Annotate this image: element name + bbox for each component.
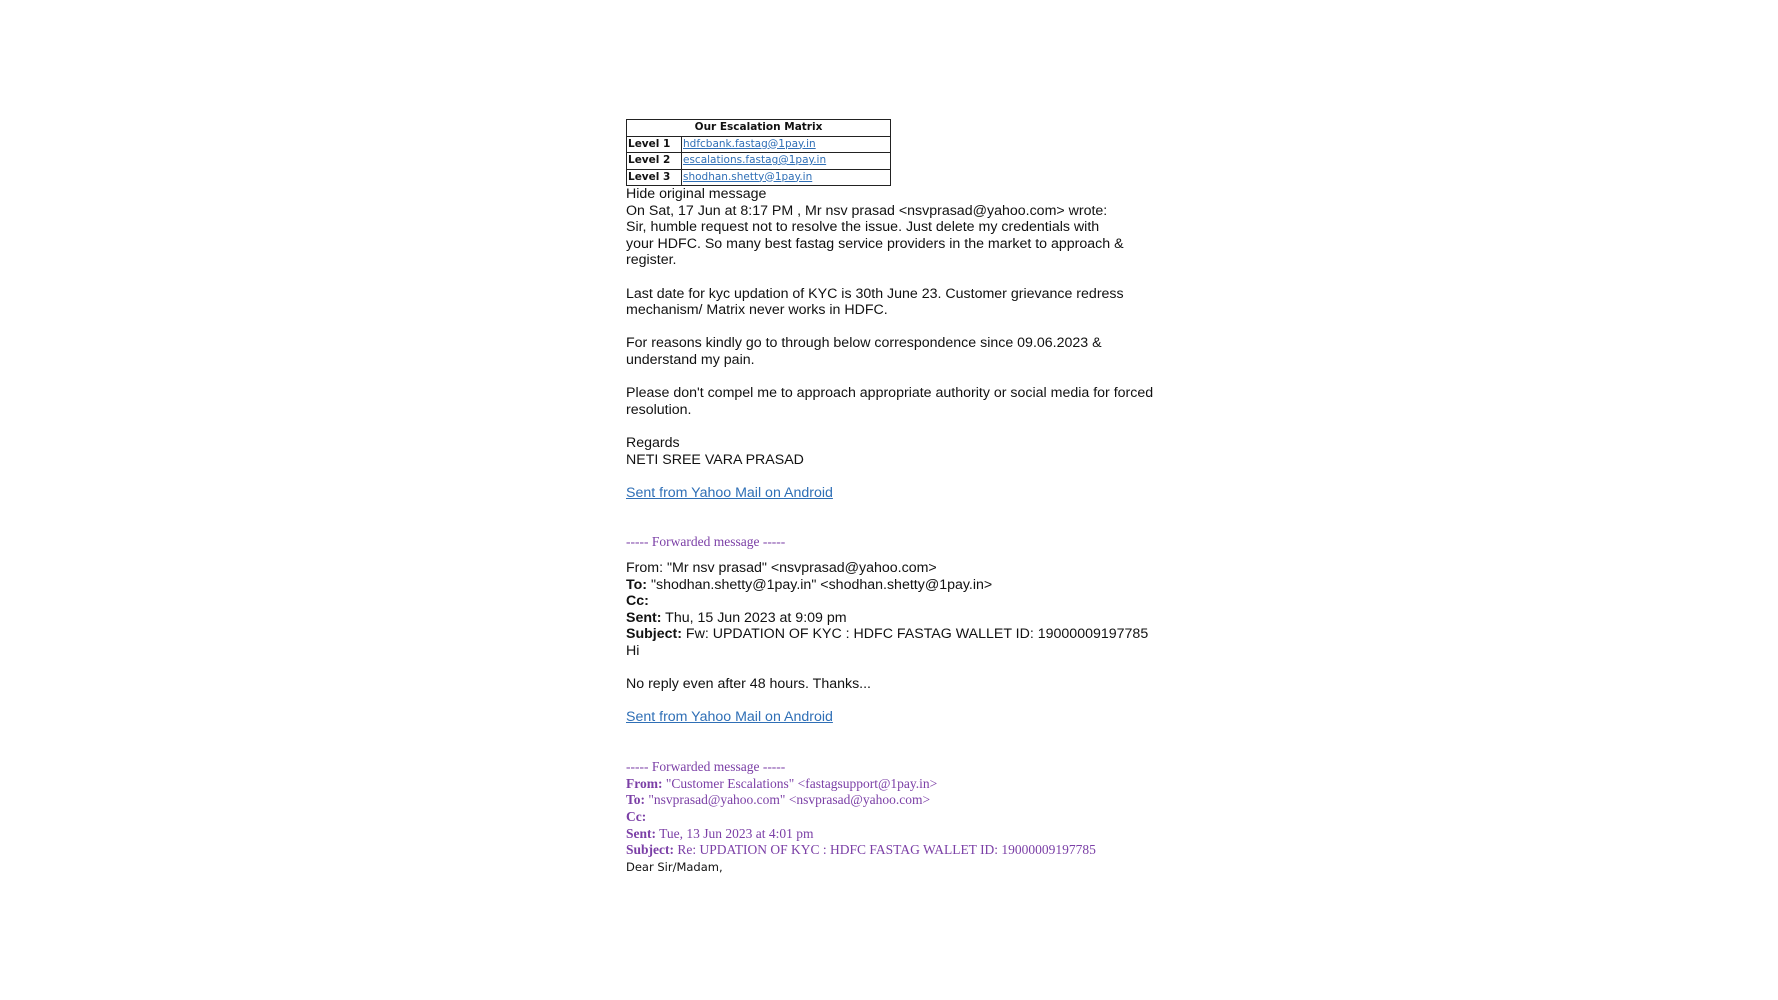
message-line: For reasons kindly go to through below correspondence since 09.06.2023 &	[626, 335, 1102, 352]
matrix-level: Level 3	[627, 169, 682, 186]
fwd-cc-label: Cc:	[626, 593, 649, 610]
fwd2-cc-label: Cc:	[626, 808, 647, 824]
escalation-matrix	[626, 119, 891, 186]
forwarded-header-block	[626, 759, 1186, 859]
fwd2-from-line	[626, 776, 1186, 793]
forwarded-marker: ----- Forwarded message -----	[626, 534, 786, 550]
fwd2-sent-label: Sent:	[626, 825, 656, 841]
matrix-row	[627, 169, 891, 186]
fwd2-from-label: From:	[626, 775, 663, 791]
fwd2-from: "Customer Escalations" <fastagsupport@1pay.in>	[662, 775, 938, 791]
fwd2-cc-line	[626, 809, 1186, 826]
fwd2-subject-label: Subject:	[626, 842, 674, 858]
fwd2-to: "nsvprasad@yahoo.com" <nsvprasad@yahoo.com>	[645, 792, 931, 808]
fwd2-to-label: To:	[626, 792, 646, 808]
message-line: mechanism/ Matrix never works in HDFC.	[626, 302, 888, 319]
document-page	[626, 119, 1186, 875]
matrix-row	[627, 153, 891, 170]
fwd-to: "shodhan.shetty@1pay.in" <shodhan.shetty@1pay.in>	[647, 576, 993, 593]
message-line: Sir, humble request not to resolve the issue. Just delete my credentials with	[626, 219, 1100, 236]
matrix-title: Our Escalation Matrix	[627, 120, 891, 137]
fwd2-subject-line	[626, 842, 1186, 859]
matrix-email-link[interactable]: escalations.fastag@1pay.in	[683, 154, 827, 166]
reply-intro: On Sat, 17 Jun at 8:17 PM , Mr nsv prasad <nsvprasad@yahoo.com> wrote:	[626, 202, 1108, 219]
fwd-to-label: To:	[626, 576, 648, 593]
forwarded-marker: ----- Forwarded message -----	[626, 759, 786, 775]
message-line: Last date for kyc updation of KYC is 30th June 23. Customer grievance redress	[626, 285, 1124, 302]
message-line: resolution.	[626, 401, 692, 418]
fwd-sent-label: Sent:	[626, 609, 662, 626]
message-line: understand my pain.	[626, 351, 755, 368]
fwd-cc-line	[626, 593, 1186, 610]
signature: NETI SREE VARA PRASAD	[626, 451, 804, 468]
sent-from-yahoo-link[interactable]: Sent from Yahoo Mail on Android	[626, 709, 833, 726]
matrix-email-link[interactable]: hdfcbank.fastag@1pay.in	[683, 137, 816, 150]
regards: Regards	[626, 434, 680, 451]
matrix-row	[627, 136, 891, 153]
message-line: No reply even after 48 hours. Thanks...	[626, 676, 871, 693]
matrix-level: Level 1	[627, 136, 682, 153]
fwd-subject-line	[626, 626, 1186, 643]
sent-from-yahoo-link[interactable]: Sent from Yahoo Mail on Android	[626, 484, 833, 501]
fwd2-to-line	[626, 792, 1186, 809]
message-line: register.	[626, 252, 677, 269]
fwd2-sent: Tue, 13 Jun 2023 at 4:01 pm	[656, 825, 814, 841]
message-line: your HDFC. So many best fastag service providers in the market to approach &	[626, 235, 1124, 252]
greeting: Hi	[626, 643, 640, 660]
fwd-from: From: "Mr nsv prasad" <nsvprasad@yahoo.com>	[626, 560, 937, 577]
message-line: Please don't compel me to approach appropriate authority or social media for forced	[626, 385, 1154, 402]
fwd-to-line	[626, 577, 1186, 594]
fwd-subject-label: Subject:	[626, 626, 682, 643]
fwd2-subject: Re: UPDATION OF KYC : HDFC FASTAG WALLET ID: 19000009197785	[674, 842, 1096, 858]
fwd-sent-line	[626, 610, 1186, 627]
matrix-email-link[interactable]: shodhan.shetty@1pay.in	[683, 170, 813, 183]
fwd-sent: Thu, 15 Jun 2023 at 9:09 pm	[661, 609, 847, 626]
fwd-subject: Fw: UPDATION OF KYC : HDFC FASTAG WALLET ID: 19000009197785	[681, 626, 1149, 643]
matrix-level: Level 2	[627, 153, 682, 170]
salutation: Dear Sir/Madam,	[626, 859, 723, 874]
hide-original-message[interactable]: Hide original message	[626, 186, 767, 202]
fwd2-sent-line	[626, 826, 1186, 843]
